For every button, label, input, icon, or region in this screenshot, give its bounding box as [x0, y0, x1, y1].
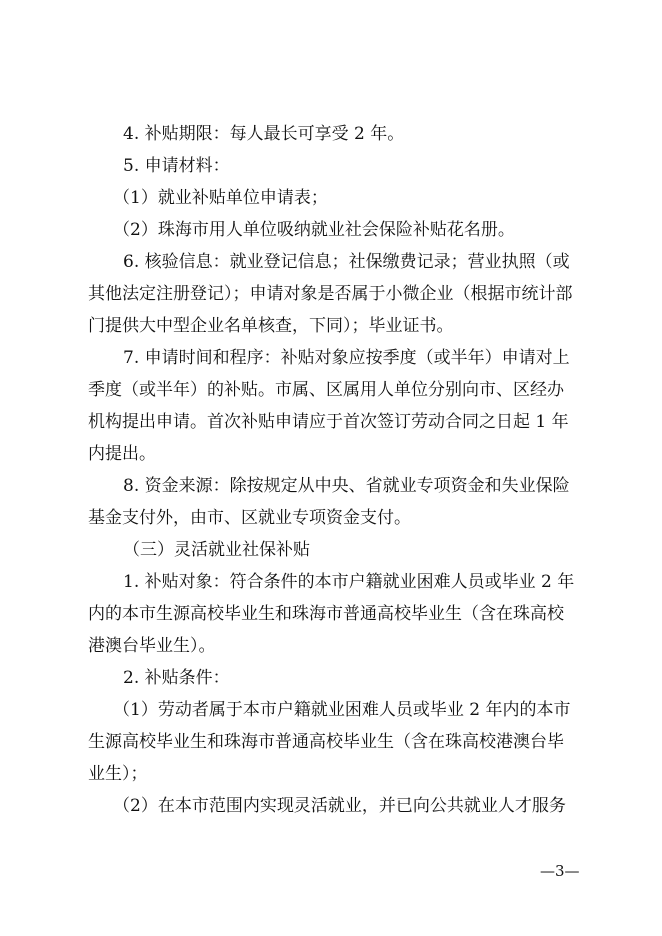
item-7-procedure-line-3: 机构提出申请。首次补贴申请应于首次签订劳动合同之日起 1 年: [88, 412, 569, 432]
item-7-procedure-line-4: 内提出。: [88, 444, 156, 464]
item-8-funding-line-2: 基金支付外，由市、区就业专项资金支付。: [88, 508, 411, 528]
section-heading-flexible-employment: （三）灵活就业社保补贴: [123, 540, 310, 560]
condition-1-line-1: （1）劳动者属于本市户籍就业困难人员或毕业 2 年内的本市: [113, 700, 571, 720]
item-6-verification-line-3: 门提供大中型企业名单核查，下同）；毕业证书。: [88, 316, 454, 336]
item-7-procedure-line-1: 7. 申请时间和程序：补贴对象应按季度（或半年）申请对上: [123, 348, 570, 368]
item-2-subsidy-conditions: 2. 补贴条件：: [123, 668, 230, 688]
item-6-verification-line-2: 其他法定注册登记）；申请对象是否属于小微企业（根据市统计部: [88, 284, 573, 304]
item-8-funding-line-1: 8. 资金来源：除按规定从中央、省就业专项资金和失业保险: [123, 476, 570, 496]
material-2: （2）珠海市用人单位吸纳就业社会保险补贴花名册。: [113, 220, 515, 240]
condition-2-line-1: （2）在本市范围内实现灵活就业，并已向公共就业人才服务: [113, 796, 566, 816]
condition-1-line-3: 业生）；: [88, 764, 148, 784]
item-1-subsidy-target-line-3: 港澳台毕业生）。: [88, 636, 216, 656]
item-1-subsidy-target-line-2: 内的本市生源高校毕业生和珠海市普通高校毕业生（含在珠高校: [88, 604, 564, 624]
item-6-verification-line-1: 6. 核验信息：就业登记信息；社保缴费记录；营业执照（或: [123, 252, 570, 272]
item-5-materials: 5. 申请材料：: [123, 156, 230, 176]
item-4-subsidy-period: 4. 补贴期限：每人最长可享受 2 年。: [123, 124, 405, 144]
material-1: （1）就业补贴单位申请表；: [113, 188, 328, 208]
item-1-subsidy-target-line-1: 1. 补贴对象：符合条件的本市户籍就业困难人员或毕业 2 年: [123, 572, 575, 592]
page-number: —3—: [540, 862, 580, 880]
item-7-procedure-line-2: 季度（或半年）的补贴。市属、区属用人单位分别向市、区经办: [88, 380, 564, 400]
condition-1-line-2: 生源高校毕业生和珠海市普通高校毕业生（含在珠高校港澳台毕: [88, 732, 564, 752]
